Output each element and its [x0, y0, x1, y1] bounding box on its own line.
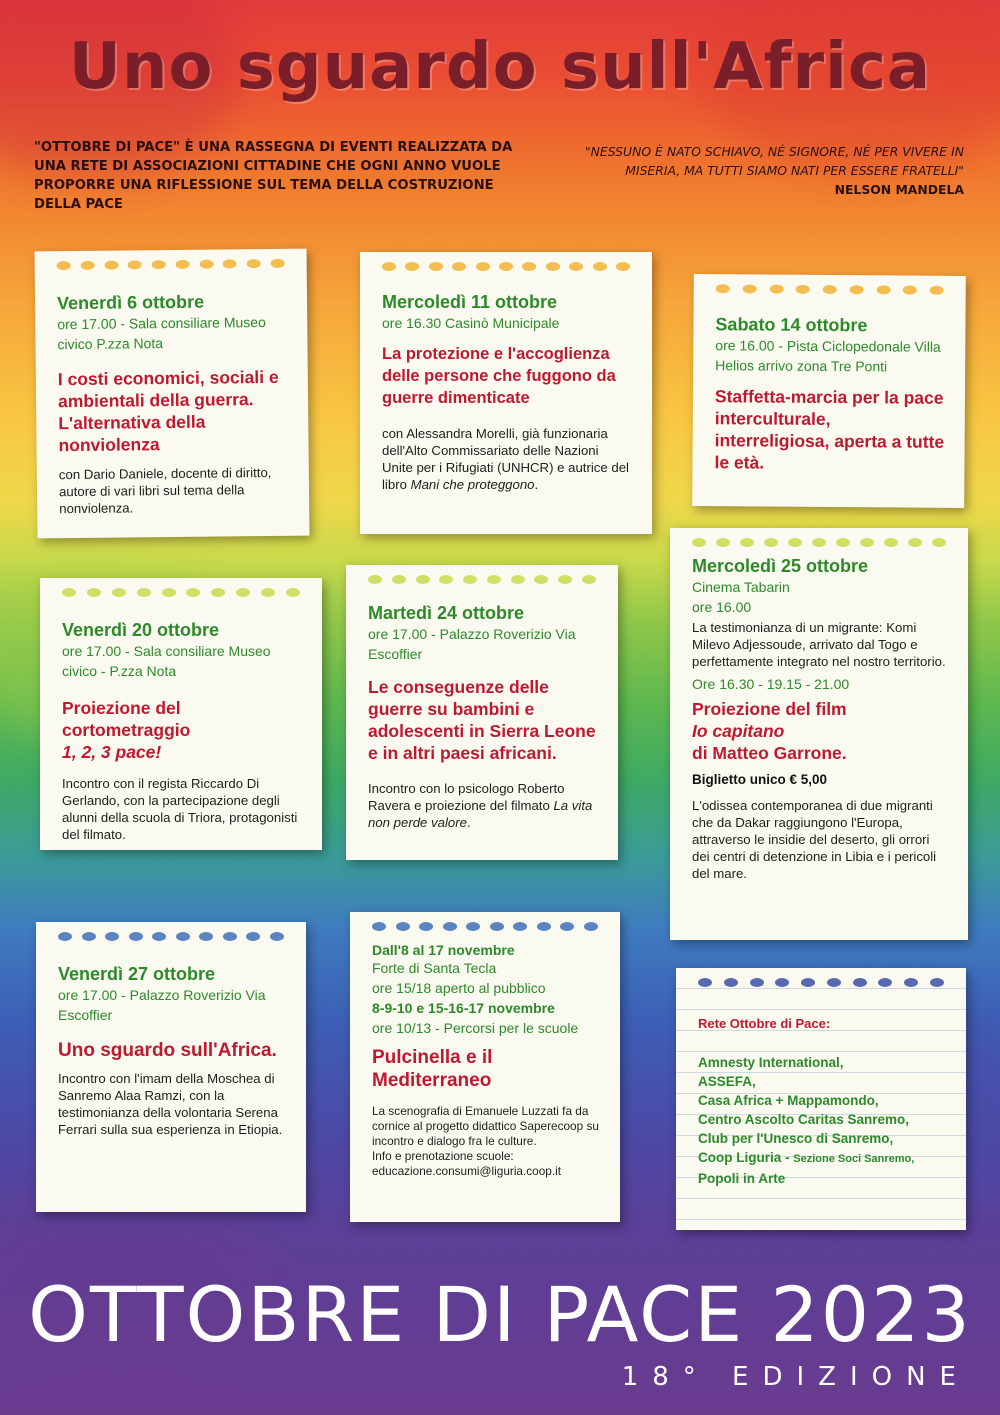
- event-headline-text: Proiezione del cortometraggio: [62, 698, 191, 740]
- event-date: Sabato 14 ottobre: [715, 314, 868, 336]
- event-date: Venerdì 6 ottobre: [56, 291, 205, 314]
- punched-holes: [368, 575, 596, 589]
- event-date: Martedì 24 ottobre: [368, 603, 525, 623]
- event-description-text: Incontro con lo psicologo Roberto Ravera e proiezione del filmato: [368, 781, 565, 813]
- event-headline: I costi economici, sociali e ambientali della guerra. L'alternativa della nonviolenza: [57, 366, 279, 456]
- punched-holes: [57, 259, 285, 275]
- film-director: di Matteo Garrone.: [692, 743, 847, 763]
- event-card: [350, 912, 620, 1222]
- event-date: Venerdì 20 ottobre: [62, 620, 220, 640]
- edition-label: 18° EDIZIONE: [621, 1362, 970, 1392]
- punched-holes: [58, 932, 284, 946]
- event-place: Forte di Santa Tecla: [372, 960, 497, 976]
- event-description: con Dario Daniele, docente di diritto, autore di vari libri sul tema della nonviolenza.: [58, 464, 272, 517]
- network-member-sub: Sezione Soci Sanremo,: [793, 1153, 915, 1165]
- event-headline: Staffetta-marcia per la pace interculturale, interreligiosa, aperta a tutte le età.: [714, 386, 945, 473]
- event-card: [692, 274, 966, 508]
- mandela-quote: [544, 142, 964, 199]
- event-date: Mercoledì 25 ottobre: [692, 556, 869, 576]
- network-member-list: [698, 1053, 946, 1188]
- event-description: La scenografia di Emanuele Luzzati fa da cornice al progetto didattico Saperecoop su incontro e dialogo fra le culture.: [372, 1104, 599, 1148]
- event-card: [36, 922, 306, 1212]
- film-synopsis: L'odissea contemporanea di due migranti che da Dakar raggiungono l'Europa, attraverso le insidie del deserto, gli orrori dei centri di detenzione in Libia e i pericoli del mare.: [692, 798, 937, 881]
- event-card: [346, 565, 618, 860]
- event-place: ore 17.00 - Sala consiliare Museo civico P.zza Nota: [57, 314, 266, 353]
- network-card: [676, 968, 966, 1230]
- event-description: Incontro con l'imam della Moschea di Sanremo Alaa Ramzi, con la testimonianza della volontaria Serena Ferrari sulla sua esperienza in Etiopia.: [58, 1071, 283, 1137]
- event-date: Venerdì 27 ottobre: [58, 964, 216, 984]
- event-description: La testimonianza di un migrante: Komi Milevo Adjessoude, arrivato dal Togo e perfettamente integrato nel nostro territorio.: [692, 620, 946, 669]
- footer-title: OTTOBRE DI PACE 2023: [28, 1270, 972, 1359]
- network-member: Centro Ascolto Caritas Sanremo,: [698, 1112, 910, 1127]
- film-title: 1, 2, 3 pace!: [62, 742, 162, 762]
- booking-email[interactable]: educazione.consumi@liguria.coop.it: [372, 1164, 562, 1178]
- screening-times: Ore 16.30 - 19.15 - 21.00: [692, 676, 850, 692]
- event-place: ore 16.00 - Pista Ciclopedonale Villa Helios arrivo zona Tre Ponti: [715, 337, 941, 375]
- school-dates: 8-9-10 e 15-16-17 novembre: [372, 1000, 555, 1016]
- event-place: Cinema Tabarin: [692, 579, 790, 595]
- event-headline: La protezione e l'accoglienza delle persone che fuggono da guerre dimenticate: [382, 345, 616, 407]
- event-headline-text: Proiezione del film: [692, 699, 847, 719]
- event-description: con Alessandra Morelli, già funzionaria dell'Alto Commissariato delle Nazioni Unite per i Rifugiati (UNHCR) e autrice del libro Mani che proteggono.: [382, 426, 629, 492]
- school-hours: ore 10/13 - Percorsi per le scuole: [372, 1020, 579, 1036]
- book-title: Mani che proteggono: [410, 477, 535, 492]
- event-place: ore 17.00 - Palazzo Roverizio Via Escoffier: [58, 987, 266, 1023]
- event-description-text: con Alessandra Morelli, già funzionaria dell'Alto Commissariato delle Nazioni Unite per i Rifugiati (UNHCR) e autrice del libro: [382, 426, 629, 492]
- network-title: Rete Ottobre di Pace:: [698, 1016, 831, 1031]
- film-title: La vita non perde valore: [368, 798, 593, 830]
- quote-text: "NESSUNO È NATO SCHIAVO, NÉ SIGNORE, NÉ PER VIVERE IN MISERIA, MA TUTTI SIAMO NATI PER ESSERE FRATELLI": [584, 144, 964, 178]
- film-title: Io capitano: [692, 721, 785, 741]
- event-date: Dall'8 al 17 novembre: [372, 942, 515, 958]
- event-card: [40, 578, 322, 850]
- network-member: ASSEFA,: [698, 1074, 756, 1089]
- event-description: Incontro con lo psicologo Roberto Ravera e proiezione del filmato La vita non perde valore.: [368, 781, 593, 830]
- event-card: [35, 249, 310, 539]
- event-headline: [692, 698, 948, 764]
- network-member: Popoli in Arte: [698, 1171, 786, 1186]
- event-date: Mercoledì 11 ottobre: [382, 292, 558, 312]
- network-member: Amnesty International,: [698, 1055, 844, 1070]
- punched-holes: [716, 284, 944, 300]
- event-card: [360, 252, 652, 534]
- event-headline: [62, 697, 302, 763]
- network-member: Casa Africa + Mappamondo,: [698, 1093, 879, 1108]
- poster-title: Uno sguardo sull'Africa: [68, 30, 932, 104]
- ticket-price: Biglietto unico € 5,00: [692, 772, 828, 787]
- spiral-holes: [698, 978, 944, 992]
- intro-text: "OTTOBRE DI PACE" È UNA RASSEGNA DI EVENTI REALIZZATA DA UNA RETE DI ASSOCIAZIONI CITTADINE CHE OGNI ANNO VUOLE PROPORRE UNA RIFLESSIONE SUL TEMA DELLA COSTRUZIONE DELLA PACE: [34, 140, 513, 212]
- punched-holes: [372, 922, 598, 936]
- punched-holes: [382, 262, 630, 276]
- network-member: Club per l'Unesco di Sanremo,: [698, 1131, 894, 1146]
- booking-info: Info e prenotazione scuole:: [372, 1149, 514, 1163]
- event-place: ore 16.30 Casinò Municipale: [382, 315, 560, 331]
- punched-holes: [692, 538, 946, 552]
- event-place: ore 17.00 - Sala consiliare Museo civico - P.zza Nota: [62, 643, 271, 679]
- event-headline: Pulcinella e il Mediterraneo: [372, 1047, 493, 1091]
- event-headline: Le conseguenze delle guerre su bambini e adolescenti in Sierra Leone e in altri paesi africani.: [368, 677, 596, 763]
- event-description: Incontro con il regista Riccardo Di Gerlando, con la partecipazione degli alunni della scuola di Triora, protagonisti del filmato.: [62, 776, 298, 842]
- public-hours: ore 15/18 aperto al pubblico: [372, 980, 546, 996]
- event-time: ore 16.00: [692, 599, 752, 615]
- quote-author: NELSON MANDELA: [834, 182, 964, 197]
- event-headline: Uno sguardo sull'Africa.: [58, 1040, 277, 1061]
- punched-holes: [62, 588, 300, 602]
- event-place: ore 17.00 - Palazzo Roverizio Via Escoffier: [368, 626, 576, 662]
- network-member-coop: [698, 1148, 946, 1169]
- network-member: Coop Liguria -: [698, 1150, 790, 1165]
- event-card: [670, 528, 968, 940]
